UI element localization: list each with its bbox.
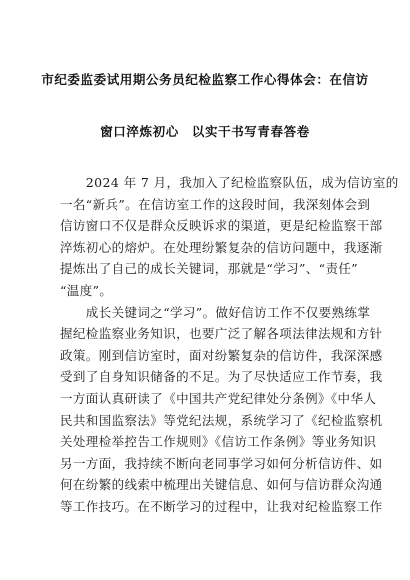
body-line: 关处理检举控告工作规则》《信访工作条例》等业务知识 — [60, 434, 377, 450]
body-line: 一名“新兵”。在信访室工作的这段时间，我深刻体会到 — [60, 196, 371, 212]
body-line: 受到了自身知识储备的不足。为了尽快适应工作节奏，我 — [60, 369, 383, 385]
body-line: 政策。刚到信访室时，面对纷繁复杂的信访件，我深深感 — [60, 347, 383, 363]
body-line: 另一方面，我持续不断向老同事学习如何分析信访件、如 — [60, 455, 383, 471]
document-title-line-2: 窗口淬炼初心 以实干书写青春答卷 — [100, 124, 310, 139]
body-line: 2024 年 7 月，我加入了纪检监察队伍，成为信访室的 — [60, 175, 399, 190]
body-line: 何在纷繁的线索中梳理出关键信息、如何与信访群众沟通 — [60, 477, 383, 493]
body-line: 民共和国监察法》等党纪法规，系统学习了《纪检监察机 — [60, 412, 383, 428]
document-body — [60, 172, 399, 518]
body-line: 信访窗口不仅是群众反映诉求的渠道，更是纪检监察干部 — [60, 218, 383, 234]
body-line: 提炼出了自己的成长关键词，那就是“学习”、“责任” — [60, 261, 359, 277]
body-line: 等工作技巧。在不断学习的过程中，让我对纪检监察工作 — [60, 498, 383, 514]
body-line: 成长关键词之“学习”。做好信访工作不仅要熟练掌 — [60, 304, 371, 320]
body-line: 淬炼初心的熔炉。在处理纷繁复杂的信访问题中，我逐渐 — [60, 239, 383, 255]
body-line: 握纪检监察业务知识，也要广泛了解各项法律法规和方针 — [60, 326, 383, 342]
body-line: “温度”。 — [60, 282, 113, 298]
body-line: 一方面认真研读了《中国共产党纪律处分条例》《中华人 — [60, 390, 377, 406]
document-title-line-1: 市纪委监委试用期公务员纪检监察工作心得体会：在信访 — [41, 72, 369, 87]
